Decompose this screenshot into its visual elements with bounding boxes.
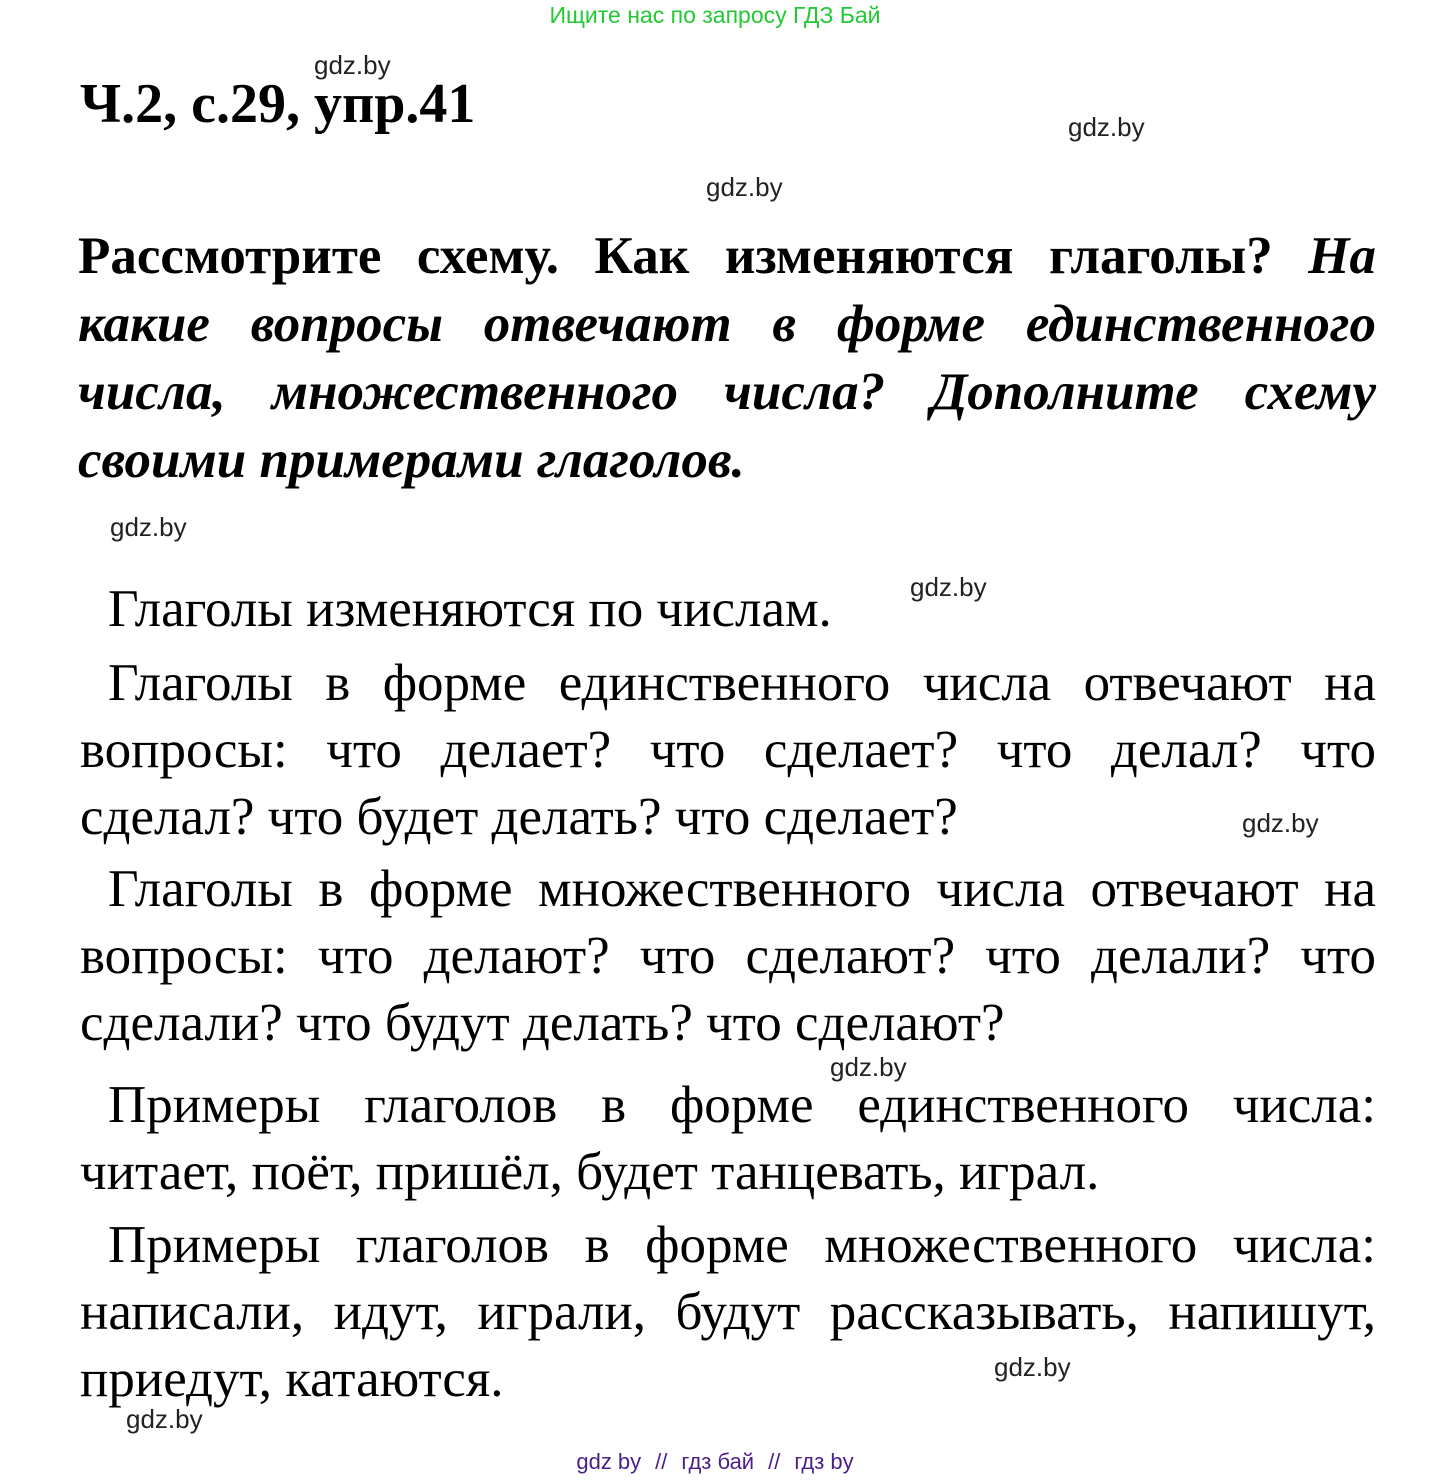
answer-paragraph-4: Примеры глаголов в форме единственного числа: читает, поёт, пришёл, будет танцевать, играл.: [80, 1076, 1376, 1201]
task-sentence-2: На какие вопросы отвечают в форме единственного числа, множественного числа? Дополните схему своими примерами глаголов.: [78, 227, 1376, 489]
answer-paragraph-3: Глаголы в форме множественного числа отвечают на вопросы: что делают? что сделают? что делали? что сделали? что будут делать? что сделают?: [80, 860, 1376, 1052]
footer-separator: //: [655, 1449, 668, 1474]
watermark: gdz.by: [110, 512, 187, 542]
answer-paragraph-1: Глаголы изменяются по числам.: [108, 580, 832, 638]
page-title: Ч.2, с.29, упр.41: [80, 73, 476, 135]
task-sentence-1: Рассмотрите схему. Как изменяются глаголы?: [78, 227, 1273, 285]
footer-links: [0, 1448, 1430, 1476]
search-banner: Ищите нас по запросу ГДЗ Бай: [549, 2, 881, 28]
footer-separator: //: [768, 1449, 781, 1474]
footer-link-gdz-by[interactable]: gdz by: [576, 1449, 642, 1474]
answer-paragraph-2: Глаголы в форме единственного числа отвечают на вопросы: что делает? что сделает? что делал? что сделал? что будет делать? что сделает?: [80, 654, 1376, 846]
watermark: gdz.by: [314, 50, 391, 80]
answer-paragraph-5: Примеры глаголов в форме множественного числа: написали, идут, играли, будут рассказывать, напишут, приедут, катаются.: [80, 1216, 1376, 1408]
task-text: [78, 222, 1376, 494]
watermark: gdz.by: [1242, 808, 1319, 838]
watermark: gdz.by: [910, 572, 987, 602]
watermark: gdz.by: [830, 1052, 907, 1082]
watermark: gdz.by: [994, 1352, 1071, 1382]
footer-link-gdz-by-2[interactable]: гдз by: [794, 1449, 854, 1474]
footer-link-gdz-bai[interactable]: гдз бай: [681, 1449, 755, 1474]
watermark: gdz.by: [1068, 112, 1145, 142]
watermark: gdz.by: [706, 172, 783, 202]
watermark: gdz.by: [126, 1404, 203, 1434]
